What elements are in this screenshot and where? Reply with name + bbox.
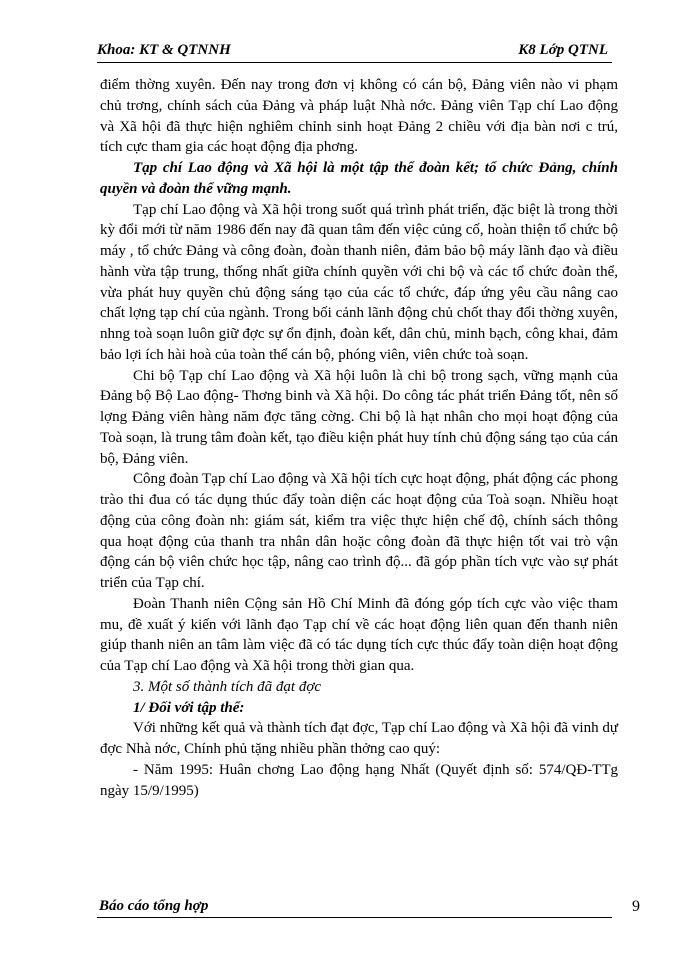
- paragraph-trade-union: Công đoàn Tạp chí Lao động và Xã hội tích cực hoạt động, phát động các phong trào thi đua có tác dụng thúc đẩy toàn diện các hoạt động của Toà soạn. Nhiều hoạt động của công đoàn nh: giám sát, kiểm tra việc thực hiện chế độ, chính sách thông qua hoạt động của thanh tra nhân dân hoặc công đoàn đã thực hiện tốt vai trò vận động cán bộ viên chức học tập, nâng cao trình độ... đã góp phần tích vực vào sự phát triển của Tạp chí.: [100, 471, 618, 591]
- page-footer: [97, 898, 640, 920]
- page-number: 9: [632, 898, 640, 915]
- footer-report-title: Báo cáo tổng hợp: [99, 898, 209, 914]
- paragraph-organization: Tạp chí Lao động và Xã hội trong suốt quá trình phát triển, đặc biệt là trong thời kỳ đổi mới từ năm 1986 đến nay đã quan tâm đến việc củng cố, hoàn thiện tổ chức bộ máy , tổ chức Đảng và công đoàn, đoàn thanh niên, đảm bảo bộ máy lãnh đạo và điều hành vừa tập trung, thống nhất giữa chính quyền với chi bộ và các tổ chức đoàn thể, vừa phát huy quyền chủ động sáng tạo của các tổ chức, đáp ứng yêu cầu nâng cao chất lợng tạp chí của ngành. Trong bối cảnh lãnh động chủ chốt thay đổi thờng xuyên, nhng toà soạn luôn giữ đợc sự ổn định, đoàn kết, dân chủ, minh bạch, công khai, đảm bảo lợi ích hài hoà của toàn thể cán bộ, phóng viên, viên chức toà soạn.: [100, 201, 618, 363]
- header-faculty: Khoa: KT & QTNNH: [97, 42, 231, 58]
- list-item-award-1995: - Năm 1995: Huân chơng Lao động hạng Nhất (Quyết định số: 574/QĐ-TTg ngày 15/9/1995): [100, 761, 618, 799]
- footer-rule: [97, 917, 612, 918]
- section-heading-collective: Tạp chí Lao động và Xã hội là một tập thể đoàn kết; tổ chức Đảng, chính quyền và đoàn thể vững mạnh.: [100, 160, 618, 197]
- document-body: [100, 75, 618, 801]
- page-header: [97, 42, 612, 64]
- section-heading-achievements: 3. Một số thành tích đã đạt đợc: [133, 678, 321, 695]
- header-rule: [97, 62, 612, 63]
- subheading-collective: 1/ Đối với tập thể:: [133, 699, 245, 716]
- paragraph-awards-intro: Với những kết quả và thành tích đạt đợc, Tạp chí Lao động và Xã hội đã vinh dự đợc Nhà nớc, Chính phủ tặng nhiều phần thởng cao quý:: [100, 720, 618, 757]
- paragraph-youth-union: Đoàn Thanh niên Cộng sản Hồ Chí Minh đã đóng góp tích cực vào việc tham mu, đề xuất ý kiến với lãnh đạo Tạp chí về các hoạt động liên quan đến thanh niên giúp thanh niên an tâm làm việc đã có tác dụng tích cực thúc đẩy toàn diện hoạt động của Tạp chí Lao động và Xã hội trong thời gian qua.: [100, 595, 618, 674]
- header-class: K8 Lớp QTNL: [518, 42, 608, 58]
- paragraph-party-cell: Chi bộ Tạp chí Lao động và Xã hội luôn là chi bộ trong sạch, vững mạnh của Đảng bộ Bộ Lao động- Thơng binh và Xã hội. Do công tác phát triển Đảng tốt, nên số lợng Đảng viên hàng năm đợc tăng cờng. Chi bộ là hạt nhân cho mọi hoạt động của Toà soạn, là trung tâm đoàn kết, tạo điều kiện phát huy tính chủ động sáng tạo của cán bộ, Đảng viên.: [100, 367, 618, 467]
- paragraph-continuation: điểm thờng xuyên. Đến nay trong đơn vị không có cán bộ, Đảng viên nào vi phạm chủ trơng, chính sách của Đảng và pháp luật Nhà nớc. Đảng viên Tạp chí Lao động và Xã hội đã thực hiện nghiêm chỉnh sinh hoạt Đảng 2 chiều với địa bàn nơi c trú, tích cực tham gia các hoạt động địa phơng.: [100, 77, 618, 156]
